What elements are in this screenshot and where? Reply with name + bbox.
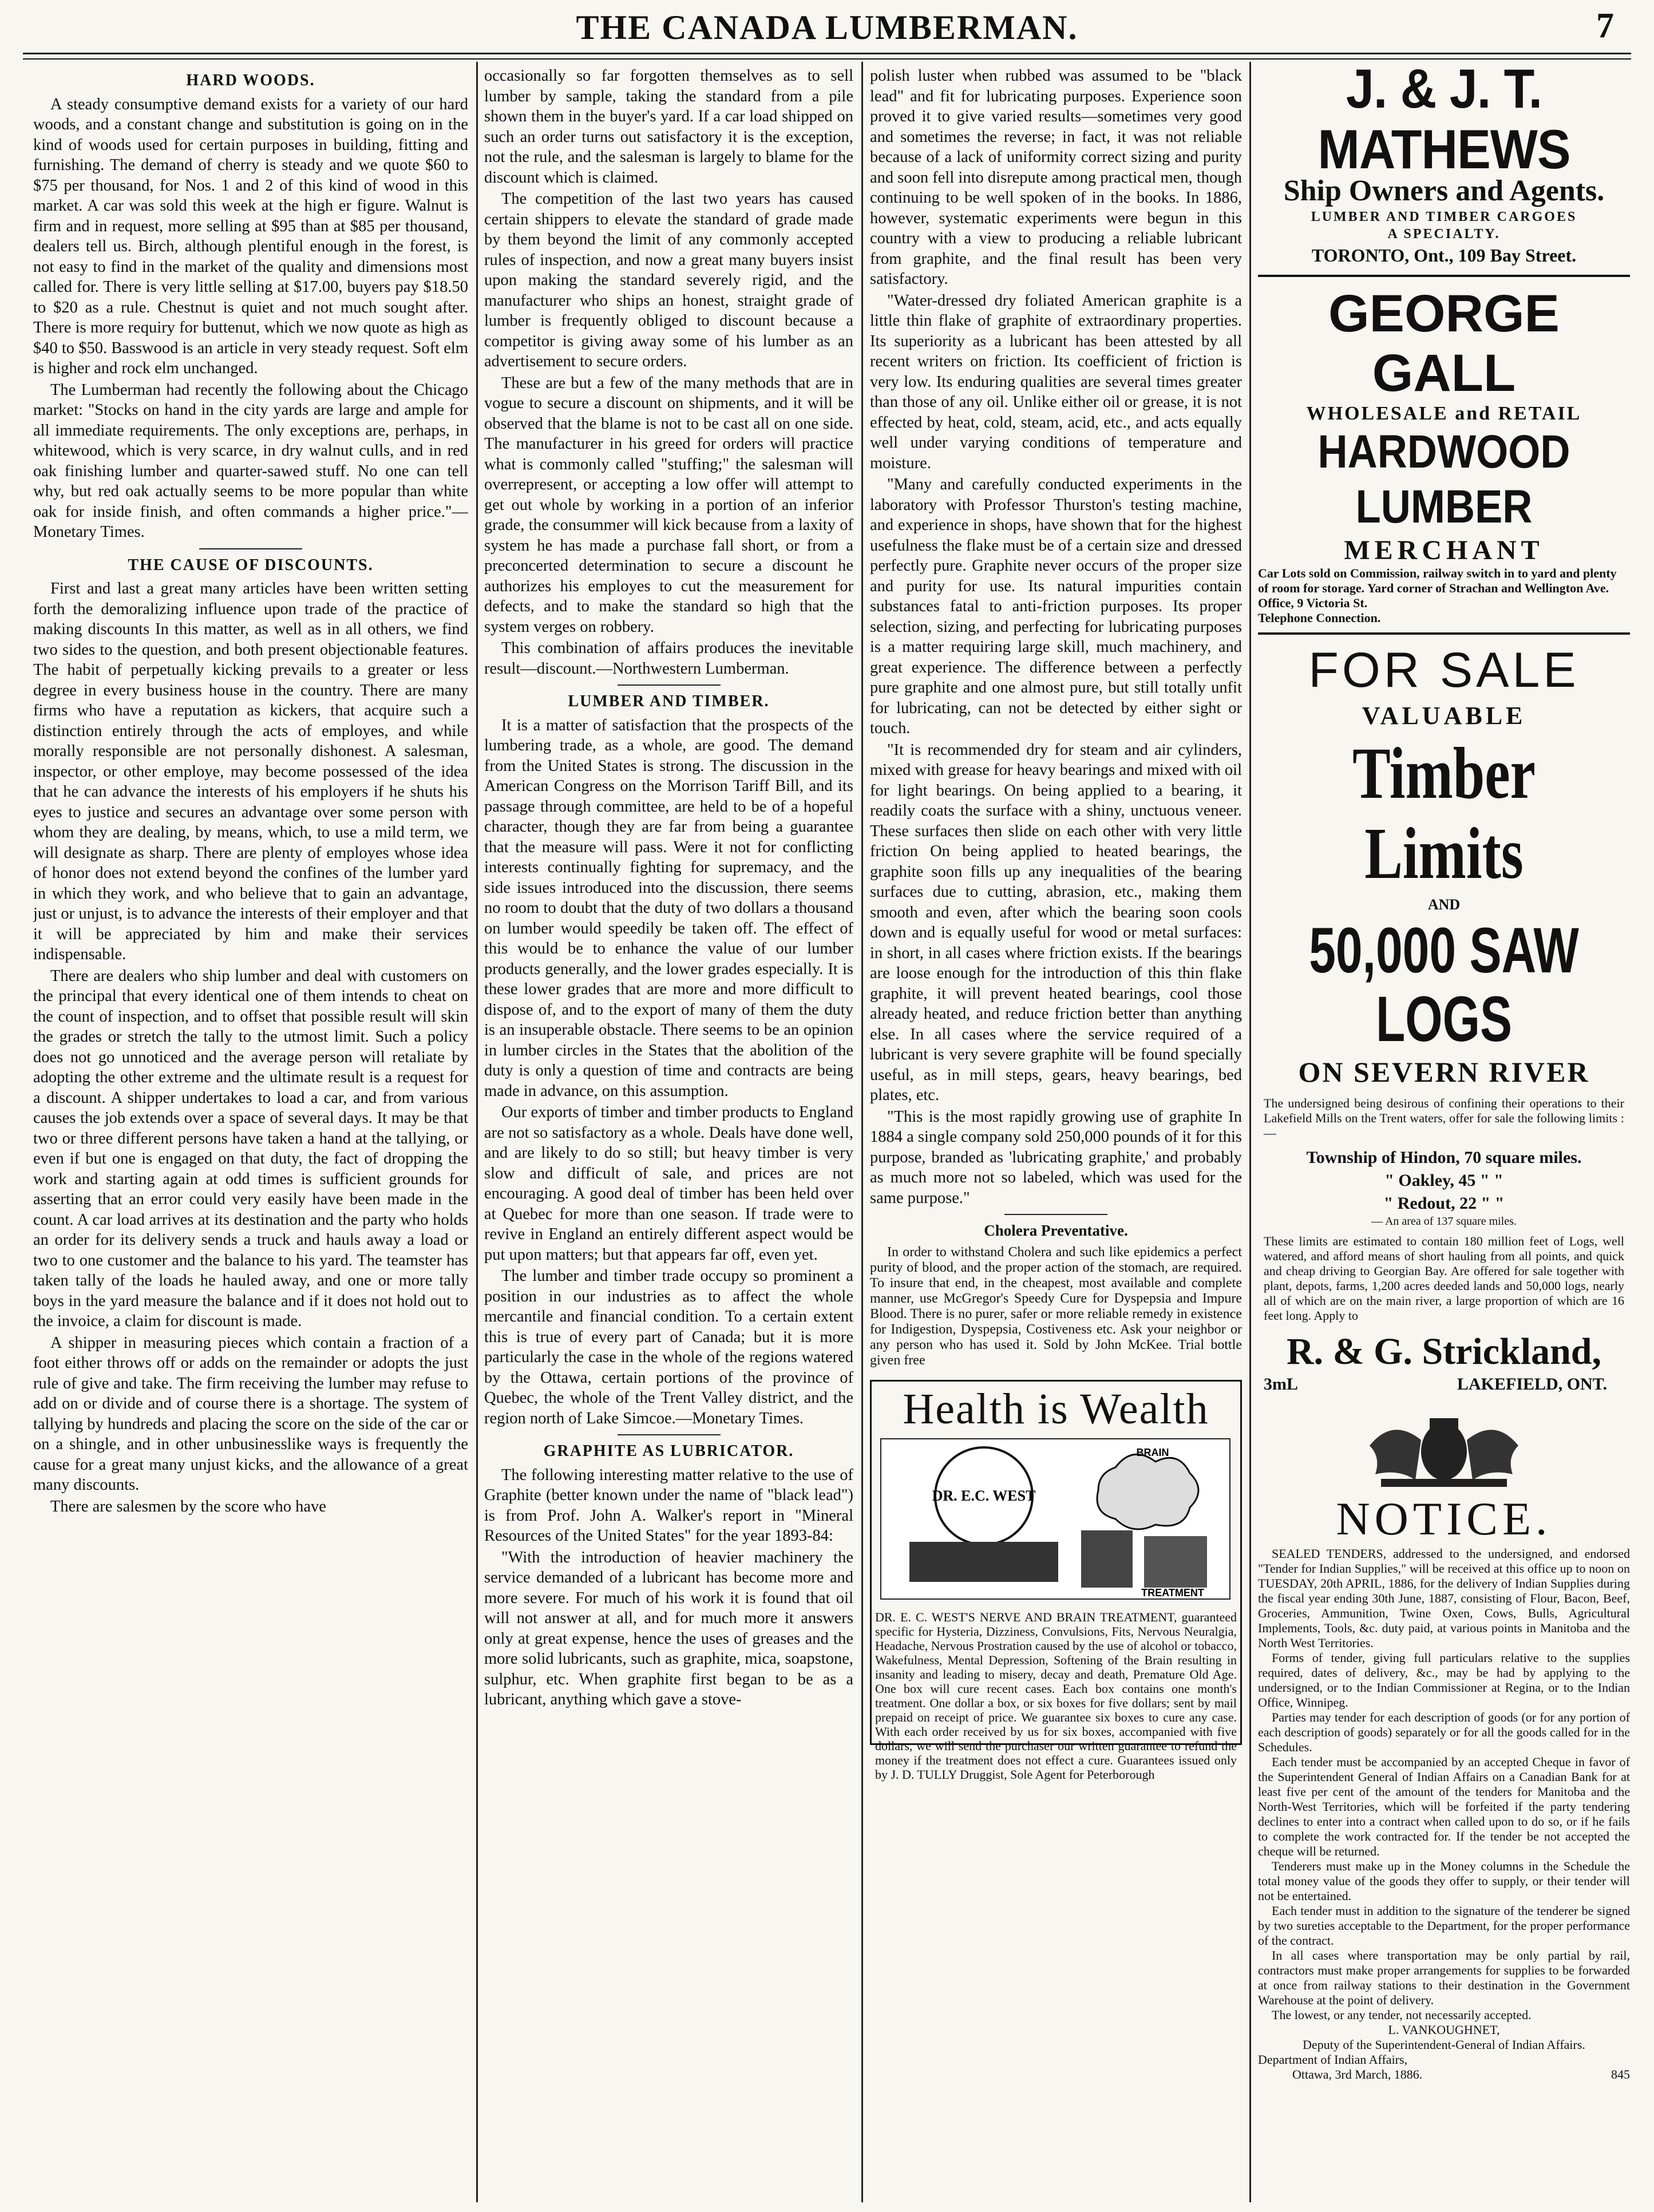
paragraph: The following interesting matter relative to the use of Graphite (better known under the name of "black lead") is from Prof. John A. Walker's report in "Mineral Resources of the United States" for the year 1893-84: <box>484 1466 853 1545</box>
paragraph: A shipper in measuring pieces which contain a fraction of a foot either throws off or adds on the remainder or adopts the just rule of give and take. The firm receiving the lumber may refuse to add on or divide and of course there is a shortage. The system of tallying by hundreds and placing the score on the side of the car or on a shingle, and in other unbusinesslike ways is frequently the cause for a great many unjust kicks, and the allowance of a great many discounts. <box>33 1333 468 1494</box>
advertiser-name: GEORGE GALL <box>1328 284 1560 402</box>
paragraph: "It is recommended dry for steam and air cylinders, mixed with grease for heavy bearings and mixed with oil for light bearings. On being applied to a bearing, it readily coats the surface with a shiny, unctuous veneer. These surfaces then slide on each other with very little friction On being applied to heated bearings, the graphite soon fills up any inequalities of the bearing surfaces due to cutting, abrasion, etc., making them smooth and even, after which the bearing soon cools down and is equally useful for wood or metal surfaces: in short, in all cases where friction exists. If the bearings are loose enough for the introduction of this thin flake graphite, it will prevent heated bearings, cool those already heated, and reduce friction better than anything else. In all cases where the service required of a lubricant is very severe graphite will be found specially useful, as in mill steps, gears, heavy bearings, bed plates, etc. <box>870 741 1242 1104</box>
ad-details: These limits are estimated to contain 180 million feet of Logs, well watered, and afford means of short hauling from all points, and quick and cheap driving to Georgian Bay. Are offered for sale together with plant, depots, farms, 1,200 acres deeded lands and 50,000 logs, nearly all of which are on the main river, a large proportion of which are 16 feet long. Apply to <box>1264 1234 1624 1323</box>
column-divider <box>476 62 478 2202</box>
section-rule <box>199 548 302 549</box>
mathews-ad <box>1258 64 1630 268</box>
section-heading: LUMBER AND TIMBER. <box>568 693 770 710</box>
ad-line: — An area of 137 square miles. <box>1371 1215 1517 1228</box>
ad-line: VALUABLE <box>1362 702 1526 730</box>
ad-address: TORONTO, Ont., 109 Bay Street. <box>1311 245 1577 266</box>
signer-name: L. VANKOUGHNET, <box>1388 2023 1500 2037</box>
notice-date: Ottawa, 3rd March, 1886. <box>1292 2067 1423 2082</box>
ad-address: LAKEFIELD, ONT. <box>1457 1375 1607 1394</box>
ad-subtitle: Ship Owners and Agents. <box>1283 175 1605 207</box>
ad-line: AND <box>1427 896 1461 913</box>
column-1 <box>33 66 468 2195</box>
section-heading: HARD WOODS. <box>186 72 315 89</box>
ad-title: Health is Wealth <box>903 1384 1209 1433</box>
paragraph: Each tender must be accompanied by an accepted Cheque in favor of the Superintendent General of Indian Affairs on a Canadian Bank for at least five per cent of the amount of the tenders for Manitoba and the North-West Territories, which will be forfeited if the party tendering declines to enter into a contract when called upon to do so, or if he fails to complete the work contracted for. If the tender be not accepted the cheque will be returned. <box>1258 1755 1630 1858</box>
column-divider <box>1249 62 1251 2202</box>
ad-headline: 50,000 SAW LOGS <box>1309 915 1579 1055</box>
notice-dept: Department of Indian Affairs, <box>1258 2052 1408 2067</box>
paragraph: In all cases where transportation may be only partial by rail, contractors must make proper arrangements for supplies to be forwarded at once from railway stations to their destination in the Government Warehouse at the point of delivery. <box>1258 1948 1630 2007</box>
paragraph: Each tender must in addition to the signature of the tenderer be signed by two sureties acceptable to the Department, for the proper performance of the contract. <box>1258 1904 1630 1948</box>
signer-title: Deputy of the Superintendent-General of Indian Affairs. <box>1303 2037 1585 2052</box>
paragraph: The Lumberman had recently the following about the Chicago market: "Stocks on hand in the city yards are large and ample for all immediate requirements. The only exceptions are, perhaps, in whitewood, which is very scarce, in dry walnut culls, and in red oak finishing lumber and quarter-sawed stuff. No one can tell why, but red oak actually seems to be more popular than white oak for inside finish, and often commands a higher price."—Monetary Times. <box>33 381 468 541</box>
brain-label: BRAIN <box>1136 1446 1169 1458</box>
advertiser-name: R. & G. Strickland, <box>1286 1331 1602 1372</box>
ad-rule <box>1258 632 1630 635</box>
section-heading: GRAPHITE AS LUBRICATOR. <box>543 1442 794 1460</box>
paragraph: The lumber and timber trade occupy so prominent a position in our industries as to affect the whole mercantile and financial condition. To a certain extent this is true of every part of Canada; but it is more particularly the case in the whole of the regions watered by the Ottawa, certain portions of the province of Quebec, the whole of the Trent Valley district, and the region north of Lake Simcoe.—Monetary Times. <box>484 1267 853 1427</box>
ad-headline: Timber Limits <box>1352 733 1536 894</box>
paragraph: "Water-dressed dry foliated American graphite is a little thin flake of graphite of extraordinary properties. Its superiority as a lubricant has been attested by all recent writers on friction. Its coefficient of friction is very low. Its enduring qualities are several times greater than those of any oil. Unlike either oil or grease, it is not effected by heat, cold, steam, acid, etc., and acts equally well under varying conditions of temperature and moisture. <box>870 291 1242 472</box>
advertisements-column <box>1258 64 1630 2199</box>
section-rule <box>1004 1214 1107 1215</box>
paragraph: It is a matter of satisfaction that the prospects of the lumbering trade, as a whole, are good. The demand from the United States is strong. The discussion in the American Congress on the Morrison Tariff Bill, and its passage through committee, are held to be of a hopeful character, though they are far from being a guarantee that the measure will pass. Were it not for conflicting interests continually fighting for supremacy, and the side issues introduced into the discussion, there seems no room to doubt that the duty of two dollars a thousand on lumber would speedily be taken off. The effect of this would be to enhance the value of our lumber products generally, and the lower grades especially. It is these lower grades that are more and more difficult to dispose of, and to the export of many of them the duty is an insuperable obstacle. There seems to be an opinion in lumber circles in the States that the abolition of the duty is only a question of time and contracts are being made in advance, on this assumption. <box>484 716 853 1100</box>
paragraph: Our exports of timber and timber products to England are not so satisfactory as a whole. Deals have done well, and are likely to do so still; but heavy timber is very slow and difficult of sale, and prices are not encouraging. A good deal of timber has been held over at Quebec for more than one season. If trade were to revive in England an entirely different aspect would be put upon matters; but that appears far off, even yet. <box>484 1103 853 1264</box>
township-line: " Oakley, 45 " " <box>1384 1171 1503 1190</box>
township-line: " Redout, 22 " " <box>1383 1194 1505 1213</box>
brain-treatment-illustration <box>875 1433 1236 1605</box>
paragraph: "This is the most rapidly growing use of graphite In 1884 a single company sold 250,000 pounds of it for this purpose, branded as 'lubricating graphite,' and probably as much more not so labeled, which was used for the same purpose." <box>870 1107 1242 1207</box>
brand-label: DR. E.C. WEST <box>932 1487 1036 1504</box>
paragraph: There are salesmen by the score who have <box>50 1497 326 1515</box>
ad-details: Car Lots sold on Commission, railway switch in to yard and plenty of room for storage. Yard corner of Strachan and Wellington Ave. Office, 9 Victoria St. <box>1258 566 1617 610</box>
ad-line: MERCHANT <box>1344 535 1544 565</box>
advertiser-name: J. & J. T. MATHEWS <box>1317 64 1570 180</box>
ad-headline: NOTICE. <box>1336 1493 1552 1545</box>
ad-details: Telephone Connection. <box>1258 611 1381 625</box>
ad-footer <box>1258 1375 1630 1394</box>
paragraph: "With the introduction of heavier machinery the service demanded of a lubricant has become more and more severe. For much of his work it is found that oil will not answer at all, and for much more it answers only at great expense, hence the uses of greases and the more solid lubricants, such as graphite, mica, soapstone, sulphur, etc. When graphite first began to be as a lubricant, anything which gave a stove- <box>484 1548 853 1708</box>
indian-supplies-notice <box>1258 1406 1630 2082</box>
ad-line: A SPECIALTY. <box>1387 227 1501 242</box>
paragraph: The competition of the last two years has caused certain shippers to elevate the standard of grade made by them beyond the limit of any commonly accepted rules of inspection, and now a great many buyers insist upon making the standard severely rigid, and the manufacturer who ships an honest, straight grade of lumber is frequently obliged to discount because a competitor is giving away some of his lumber as an advertisement to secure orders. <box>484 190 853 370</box>
ad-line: ON SEVERN RIVER <box>1298 1056 1590 1088</box>
paragraph: Parties may tender for each description of goods (or for any portion of each description of goods) separately or for all the goods called for in the Schedules. <box>1258 1710 1630 1754</box>
section-rule <box>618 684 721 686</box>
paragraph: These are but a few of the many methods that are in vogue to secure a discount on shipments, and it will be observed that the blame is not to be cast all on one side. The manufacturer in his greed for orders will practice what is commonly called "stuffing;" the salesman will overrepresent, or accepting a low offer will attempt to get out whole by working in a portion of an inferior grade, the consummer will kick because from a laxity of system he has made a purchase fall short, or from a preconcerted determination to secure a discount he authorizes his employes to cut the measurement for defects, and to make the standard so high that the system verges on robbery. <box>484 374 853 636</box>
paragraph: Tenderers must make up in the Money columns in the Schedule the total money value of the goods they offer to supply, or their tender will not be entertained. <box>1258 1859 1630 1903</box>
township-line: Township of Hindon, 70 square miles. <box>1306 1148 1582 1167</box>
paragraph: SEALED TENDERS, addressed to the undersigned, and endorsed "Tender for Indian Supplies," will be received at this office up to noon on TUESDAY, 20th APRIL, 1886, for the delivery of Indian Supplies during the fiscal year ending 30th June, 1887, consisting of Flour, Bacon, Beef, Groceries, Ammunition, Twine Oxen, Cows, Bulls, Agricultural Implements, Tools, &c. duty paid, at various points in Manitoba and the North West Territories. <box>1258 1546 1630 1650</box>
header-rule <box>23 53 1631 60</box>
paragraph: Forms of tender, giving full particulars relative to the supplies required, dates of delivery, &c., may be had by applying to the undersigned, or to the Indian Commissioner at Regina, or to the Indian Office, Winnipeg. <box>1258 1651 1630 1710</box>
cholera-ad <box>870 1221 1242 1368</box>
ad-rule <box>1258 275 1630 277</box>
ad-details: The undersigned being desirous of confining their operations to their Lakefield Mills on the Trent waters, offer for sale the following limits :— <box>1264 1096 1624 1140</box>
timber-sale-ad <box>1258 642 1630 1394</box>
gall-ad <box>1258 284 1630 626</box>
ad-line: LUMBER AND TIMBER CARGOES <box>1311 209 1577 224</box>
ad-code: 3mL <box>1264 1375 1298 1394</box>
notice-footer <box>1258 2067 1630 2082</box>
ad-headline: FOR SALE <box>1308 643 1580 698</box>
column-3 <box>870 66 1242 2195</box>
paragraph: A steady consumptive demand exists for a variety of our hard woods, and a constant change and substitution is going on in the kind of woods used for certain purposes in building, fitting and furnishing. The demand of cherry is steady and we quote $60 to $75 per thousand, for Nos. 1 and 2 of this kind of wood in this market. A car was sold this week at the high er figure. Walnut is firm and in request, more selling at $95 than at $85 per thousand, dealers tell us. Birch, although plentiful enough in the forest, is not easy to find in the market of the quality and dimensions most called for. There is very little selling at $17.00, buyers pay $18.50 to $20 as a rule. Chestnut is quiet and not much sought after. There is more requiry for buttenut, which we now quote as high as $40 to $50. Basswood is an article in very steady request. Soft elm is higher and rock elm unchanged. <box>33 95 468 377</box>
masthead <box>0 0 1654 55</box>
treatment-label: TREATMENT <box>1141 1586 1204 1598</box>
paragraph: polish luster when rubbed was assumed to be "black lead" and fit for lubricating purposes. Experience soon proved it to give varied results—sometimes very good and sometimes the reverse; in fact, it was not reliable because of a lack of uniformity correct sizing and purity and soon fell into disrepute among practical men, though continuing to be well spoken of in the books. In 1886, however, systematic experiments were begun in this country with a view to producing a reliable lubricant from graphite, and the final result has been very satisfactory. <box>870 67 1242 288</box>
paragraph: occasionally so far forgotten themselves as to sell lumber by sample, taking the standard from a pile shown them in the buyer's yard. If a car load shipped on such an order turns out satisfactory it is the exception, not the rule, and the salesman is largely to blame for the discount which is claimed. <box>484 67 853 187</box>
section-heading: THE CAUSE OF DISCOUNTS. <box>128 556 374 574</box>
ad-code: 845 <box>1611 2067 1630 2082</box>
paragraph: There are dealers who ship lumber and deal with customers on the principal that every identical one of them intends to cheat on the count of inspection, and to offset that possible result will skin the grades or stretch the tally to the utmost limit. Such a policy does not go unnoticed and the average person will retaliate by adopting the other extreme and the ultimate result is a request for a discount. A shipper undertakes to load a car, and from various causes the job extends over a space of several days. It may be that two or three different persons have taken a hand at the tallying, or even if but one is engaged on that duty, the fact of dropping the work and starting again at odd times is sufficient grounds for asserting that an error could very easily have been made in the count. A car load arrives at its destination and the party who holds an order for its delivery sends a truck and hauls away a load or two to one customer and the balance to his yard. The teamster has taken tally of the loads he hauled away, and one or more tally boys in the yard measure the balance and if it does not hold out to the invoice, a claim for discount is made. <box>33 967 468 1330</box>
column-2 <box>484 66 853 2195</box>
paragraph: "Many and carefully conducted experiments in the laboratory with Professor Thurston's testing machine, and experience in shops, have shown that for the highest usefulness the flake must be of a certain size and dressed perfectly pure. Graphite never occurs of the proper size and purity for use. Its natural impurities contain substances fatal to anti-friction purposes. Its proper selection, sizing, and perfecting for lubricating purposes is a matter requiring large skill, much machinery, and great experience. The difference between a perfectly pure graphite and one almost pure, but still totally unfit for lubricating, can not be detected by either sight or touch. <box>870 476 1242 737</box>
page-number: 7 <box>1596 6 1614 45</box>
ad-heading: Cholera Preventative. <box>984 1222 1128 1239</box>
ad-headline: HARDWOOD LUMBER <box>1317 426 1570 533</box>
column-divider <box>861 62 863 2202</box>
health-is-wealth-ad <box>870 1380 1242 1782</box>
ad-text: In order to withstand Cholera and such like epidemics a perfect purity of blood, and the proper action of the stomach, are required. To insure that end, in the cheapest, most available and complete manner, use McGregor's Speedy Cure for Dyspepsia and Impure Blood. There is no purer, safer or more reliable remedy in existence for Indigestion, Dyspepsia, Costiveness etc. Ask your neighbor or any person who has used it. Sold by John McKee. Trial bottle given free <box>870 1244 1242 1368</box>
paragraph: The lowest, or any tender, not necessarily accepted. <box>1272 2008 1532 2022</box>
paragraph: First and last a great many articles have been written setting forth the demoralizing influence upon trade of the practice of making discounts In this matter, as well as in all others, we find two sides to the question, and both present objectionable features. The habit of perpetually kicking prevails to a greater or less degree in every business house in the country. There are many firms who have a reputation as kickers, that acquire such a distinction entirely through the acts of employes, and while morally responsible are not personally dishonest. A salesman, inspector, or other employe, may become possessed of the idea that he can advance the interests of his employers if he shuts his eyes to justice and secures an advantage over some person with whom they are dealing, by means, which, to use a mild term, we will designate as sharp. There are plenty of employes whose idea of honor does not extend beyond the confines of the lumber yard in which they work, and who believe that to gain an advantage, just or unjust, is to advance the interests of their employer and that it will be appreciated by him and make their services indispensable. <box>33 580 468 963</box>
paragraph: This combination of affairs produces the inevitable result—discount.—Northwestern Lumberman. <box>484 639 853 678</box>
ad-line: WHOLESALE and RETAIL <box>1306 403 1582 424</box>
section-rule <box>618 1434 721 1435</box>
ad-text: DR. E. C. WEST'S NERVE AND BRAIN TREATMENT, guaranteed specific for Hysteria, Dizziness, Convulsions, Fits, Nervous Neuralgia, Headache, Nervous Prostration caused by the use of alcohol or tobacco, Wakefulness, Mental Depression, Softening of the Brain resulting in insanity and leading to misery, decay and death, Premature Old Age. One box will cure recent cases. Each box contains one month's treatment. One dollar a box, or six boxes for five dollars; sent by mail prepaid on receipt of price. We guarantee six boxes to cure any case. With each order received by us for six boxes, accompanied with five dollars, we will send the purchaser our written guarantee to refund the money if the treatment does not effect a cure. Guarantees issued only by J. D. TULLY Druggist, Sole Agent for Peterborough <box>875 1610 1237 1782</box>
royal-crest-icon <box>1358 1406 1530 1491</box>
notice-body <box>1258 1546 1630 2023</box>
newspaper-title: THE CANADA LUMBERMAN. <box>576 9 1078 46</box>
